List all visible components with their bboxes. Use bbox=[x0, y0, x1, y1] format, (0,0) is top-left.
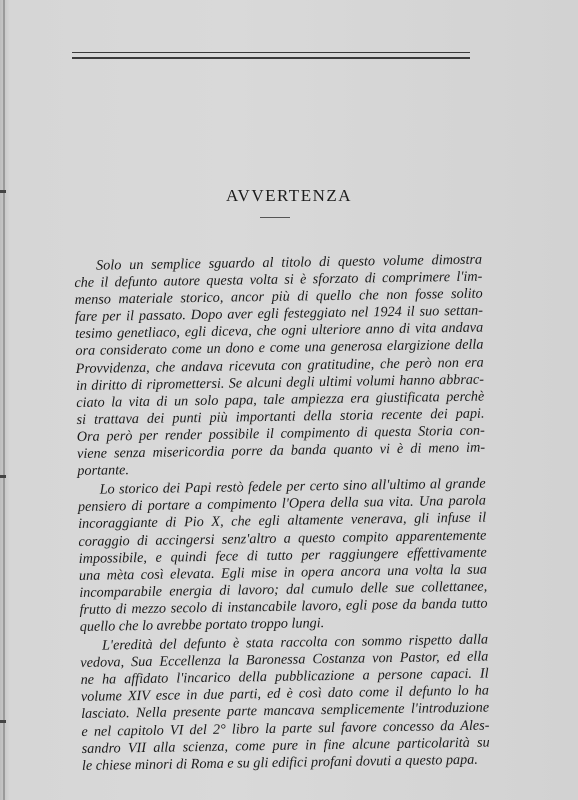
text-line: vedova, Sua Eccellenza la Baronessa Costanza von Pastor, ed ella bbox=[80, 648, 489, 672]
text-line: L'eredità del defunto è stata raccolta con sommo rispetto dalla bbox=[101, 631, 489, 654]
title-underline bbox=[260, 217, 290, 218]
text-line: fare per il passato. Dopo aver egli festeggiato nel 1924 il suo settan- bbox=[74, 302, 484, 326]
paragraph bbox=[80, 632, 490, 775]
text-line: tesimo genetliaco, egli diceva, che ogni ulteriore anno di vita andava bbox=[75, 319, 484, 343]
text-line: e nel capitolo VI del 2° libro la parte sul favore concesso da Ales- bbox=[81, 717, 490, 740]
text-line: lasciato. Nella presente parte mancava semplicemente l'introduzione bbox=[81, 699, 490, 723]
text-line: una mèta così elevata. Egli mise in opera ancora una volta la sua bbox=[78, 561, 488, 584]
text-line: Lo storico dei Papi restò fedele per certo sino all'ultimo al grande bbox=[99, 475, 486, 498]
text-line: ora considerato come un dono e come una generosa elargizione della bbox=[75, 337, 484, 360]
text-line: che il defunto autore questa volta si è sforzato di comprimere l'im- bbox=[74, 268, 483, 292]
text-line: portante. bbox=[77, 462, 130, 480]
text-line: Provvidenza, che andava ricevuta con gratitudine, che però non era bbox=[75, 354, 484, 377]
text-line: quello che lo avrebbe portato troppo lungi. bbox=[79, 615, 325, 635]
text-line: incomparabile energia di lavoro; dal cumulo delle sue collettanee, bbox=[79, 578, 488, 601]
text-line: si trattava dei punti più importanti della storia recente dei papi. bbox=[76, 405, 485, 428]
text-line: Solo un semplice sguardo al titolo di questo volume dimostra bbox=[95, 251, 483, 274]
text-line: menso materiale storico, ancor più di quello che non fosse solito bbox=[74, 285, 483, 309]
paragraph bbox=[74, 252, 485, 481]
binding-mark bbox=[0, 475, 6, 478]
text-line: viene senza misericordia porre da banda quanto vi è di meno im- bbox=[76, 439, 486, 463]
binding-edge bbox=[3, 0, 5, 800]
text-line: impossibile, e quindi fece di tutto per raggiungere effettivamente bbox=[78, 544, 487, 567]
text-line: coraggio di accingersi senz'altro a questo compito apparentemente bbox=[78, 527, 487, 550]
text-line: Ora però per render possibile il compimento di questa Storia con- bbox=[76, 422, 485, 445]
body-text bbox=[74, 252, 490, 777]
header-rule-thin bbox=[72, 52, 470, 53]
header-rule-thick bbox=[72, 57, 470, 59]
text-line: incoraggiante di Pio X, che egli altamente venerava, gli infuse il bbox=[78, 509, 487, 533]
binding-mark bbox=[0, 720, 6, 723]
text-line: ne ha affidato l'incarico della pubblicazione a persone capaci. Il bbox=[80, 665, 489, 689]
text-line: pensiero di portare a compimento l'Opera della sua vita. Una parola bbox=[77, 492, 486, 516]
text-line: frutto di mezzo secolo di instancabile lavoro, egli pose da banda tutto bbox=[79, 595, 488, 618]
text-line: sandro VII alla scienza, come pure in fine alcune particolarità su bbox=[81, 734, 490, 757]
paragraph bbox=[78, 476, 488, 636]
text-line: volume XIV esce in due parti, ed è così dato come il defunto lo ha bbox=[80, 682, 489, 706]
text-line: le chiese minori di Roma e su gli edifici profani dovuti a questo papa. bbox=[81, 751, 478, 774]
text-line: in diritto di ripromettersi. Se alcuni degli ultimi volumi hanno abbrac- bbox=[75, 371, 485, 394]
text-line: ciato la vita di un solo papa, tale ampiezza era giustificata perchè bbox=[76, 388, 485, 411]
page-title: AVVERTENZA bbox=[225, 186, 353, 205]
